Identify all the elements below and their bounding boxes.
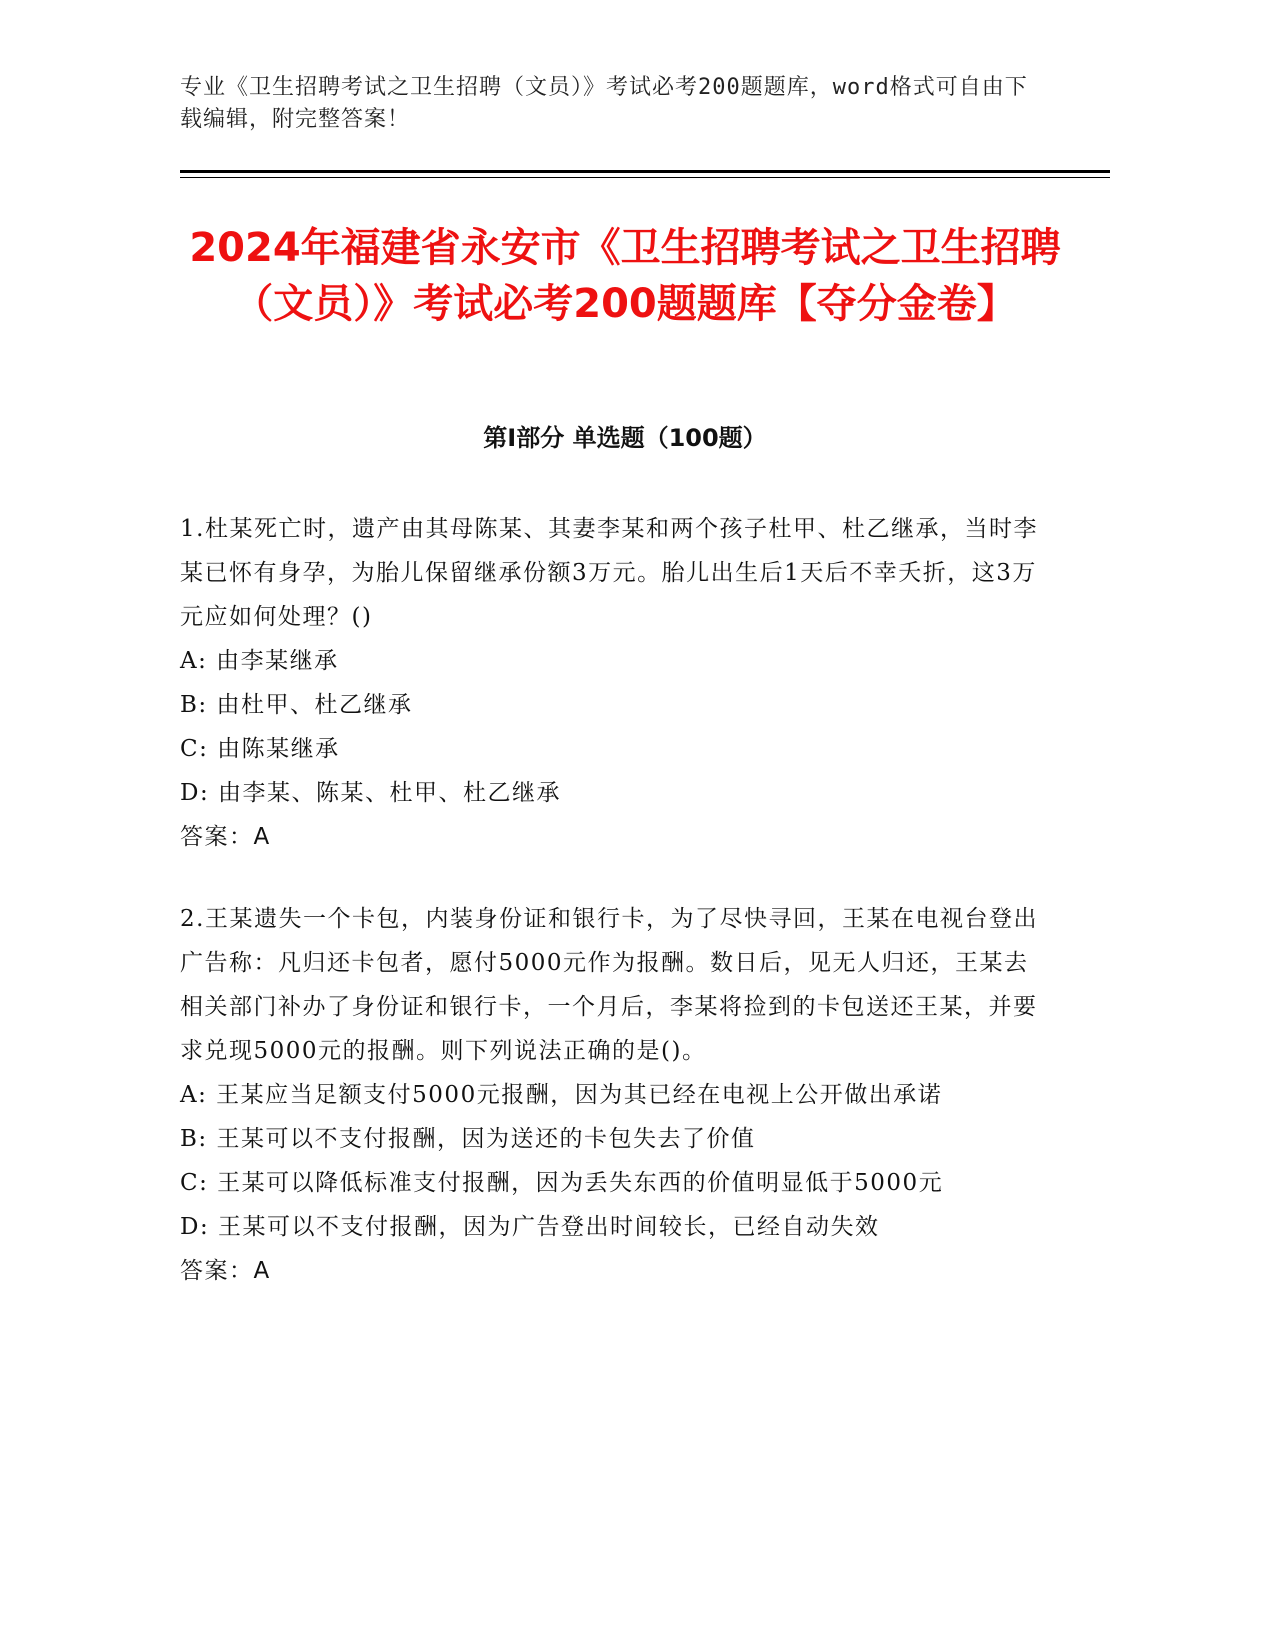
answer-line: 答案：A — [180, 824, 271, 850]
document-title: 2024年福建省永安市《卫生招聘考试之卫生招聘（文员）》考试必考200题题库【夺分金卷】 — [189, 225, 1061, 327]
question-stem: 1.杜某死亡时，遗产由其母陈某、其妻李某和两个孩子杜甲、杜乙继承，当时李某已怀有身孕，为胎儿保留继承份额3万元。胎儿出生后1天后不幸夭折，这3万元应如何处理？() — [180, 516, 1038, 630]
option-d: D: 王某可以不支付报酬，因为广告登出时间较长，已经自动失效 — [180, 1214, 880, 1240]
option-b: B: 由杜甲、杜乙继承 — [180, 692, 413, 718]
option-d: D: 由李某、陈某、杜甲、杜乙继承 — [180, 780, 562, 806]
header-note: 专业《卫生招聘考试之卫生招聘（文员）》考试必考200题题库，word格式可自由下载编辑，附完整答案！ — [180, 75, 1028, 132]
option-a: A: 王某应当足额支付5000元报酬，因为其已经在电视上公开做出承诺 — [180, 1082, 943, 1108]
option-c: C: 由陈某继承 — [180, 736, 340, 762]
option-c: C: 王某可以降低标准支付报酬，因为丢失东西的价值明显低于5000元 — [180, 1170, 944, 1196]
question-block — [180, 507, 1040, 859]
header-divider-thick — [180, 170, 1110, 173]
header-divider-thin — [180, 177, 1110, 178]
answer-line: 答案：A — [180, 1258, 271, 1284]
question-stem: 2.王某遗失一个卡包，内装身份证和银行卡，为了尽快寻回，王某在电视台登出广告称：凡归还卡包者，愿付5000元作为报酬。数日后，见无人归还，王某去相关部门补办了身份证和银行卡，一个月后，李某将捡到的卡包送还王某，并要求兑现5000元的报酬。则下列说法正确的是()。 — [180, 906, 1038, 1064]
question-block — [180, 897, 1040, 1293]
option-b: B: 王某可以不支付报酬，因为送还的卡包失去了价值 — [180, 1126, 756, 1152]
section-title: 第I部分 单选题（100题） — [483, 424, 767, 452]
option-a: A: 由李某继承 — [180, 648, 339, 674]
